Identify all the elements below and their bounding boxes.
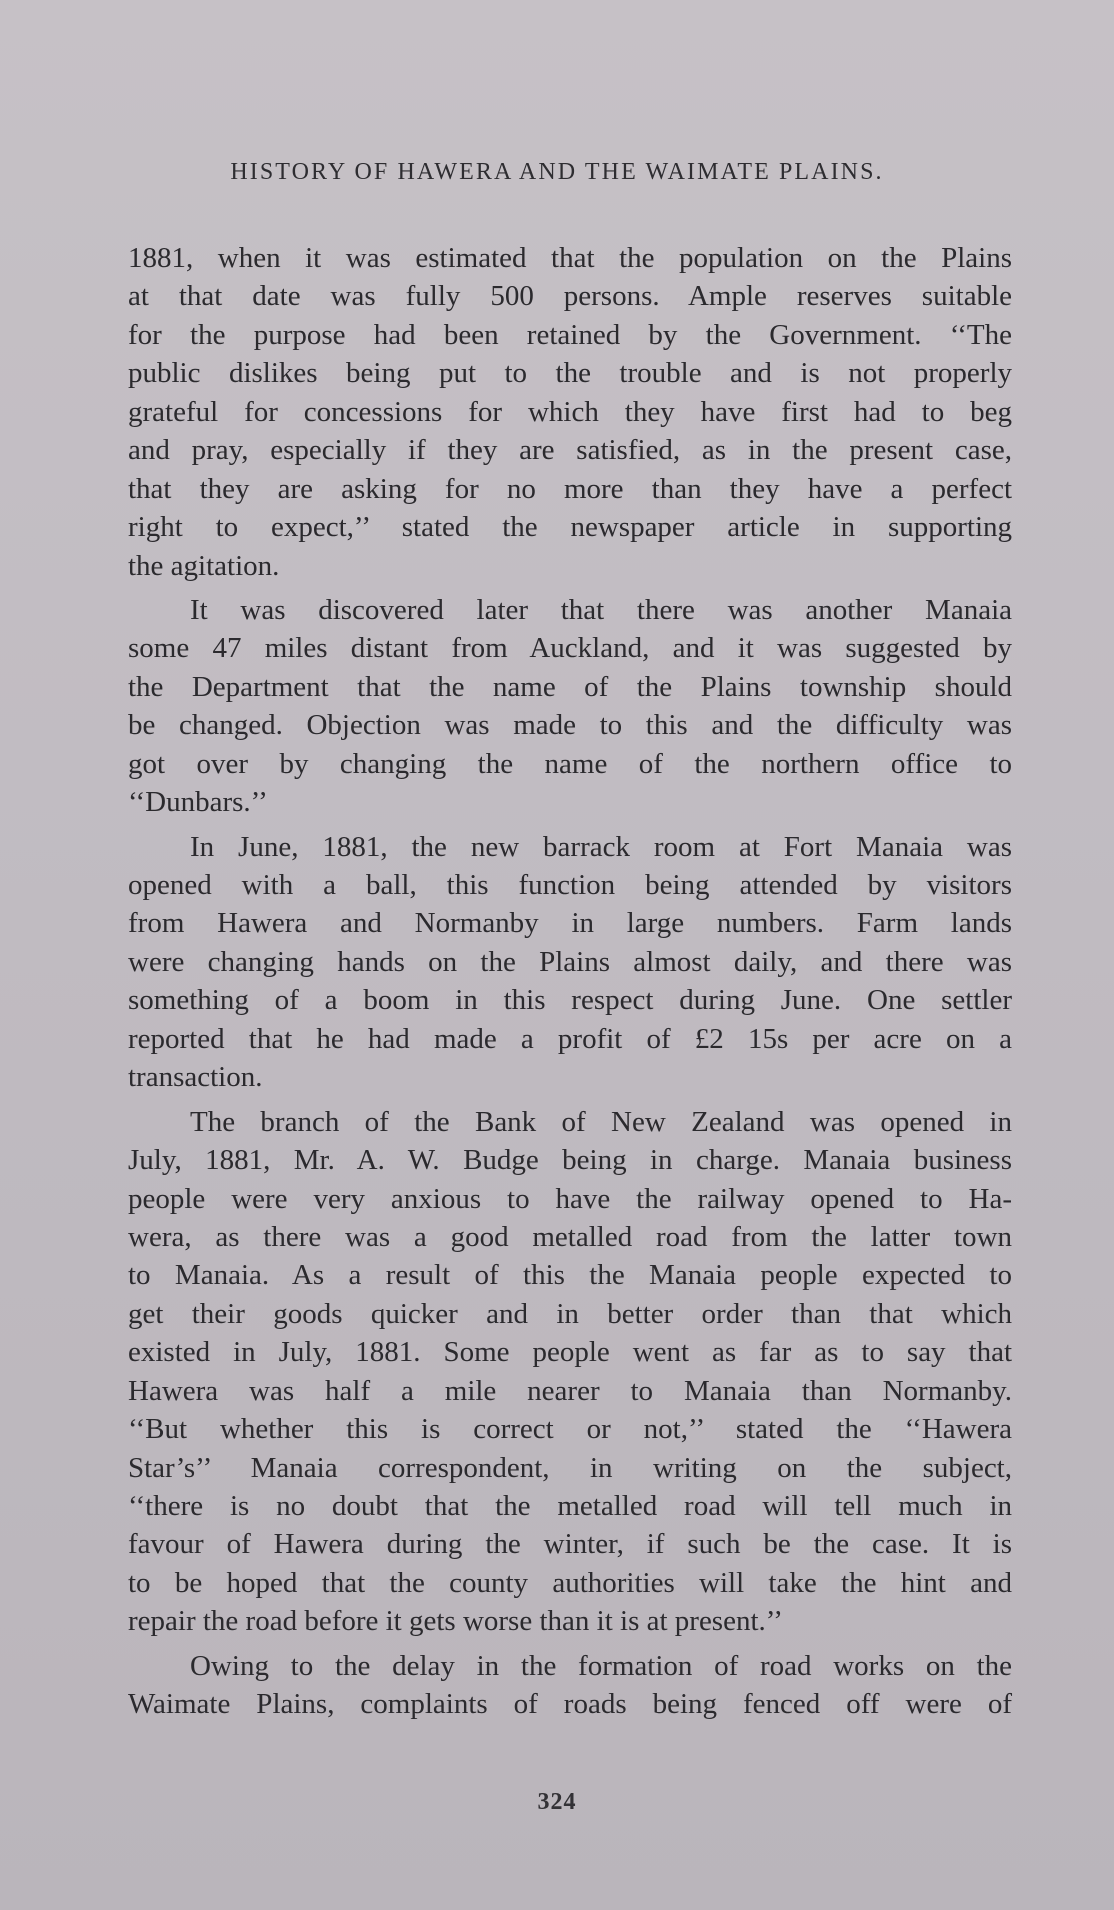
page-number: 324 bbox=[537, 1789, 577, 1815]
text-line: Star’s’’ Manaia correspondent, in writing on the subject, bbox=[128, 1451, 1012, 1484]
text-line: for the purpose had been retained by the Government. ‘‘The bbox=[128, 318, 1012, 351]
text-line: got over by changing the name of the northern office to bbox=[128, 747, 1012, 780]
text-line: something of a boom in this respect during June. One settler bbox=[128, 984, 1012, 1017]
paragraph-1 bbox=[128, 239, 1012, 585]
text-line: transaction. bbox=[128, 1061, 263, 1094]
text-line: and pray, especially if they are satisfied, as in the present case, bbox=[128, 434, 1012, 467]
paragraph-4 bbox=[128, 1103, 1012, 1641]
text-line: July, 1881, Mr. A. W. Budge being in charge. Manaia business bbox=[128, 1144, 1012, 1177]
text-line: right to expect,’’ stated the newspaper article in supporting bbox=[128, 511, 1012, 544]
text-line: reported that he had made a profit of £2 15s per acre on a bbox=[128, 1022, 1012, 1055]
text-line: Hawera was half a mile nearer to Manaia than Normanby. bbox=[128, 1374, 1012, 1407]
body-text bbox=[128, 239, 1012, 1724]
text-line: In June, 1881, the new barrack room at Fort Manaia was bbox=[190, 830, 1012, 863]
paragraph-5 bbox=[128, 1647, 1012, 1724]
text-line: get their goods quicker and in better order than that which bbox=[128, 1297, 1012, 1330]
paragraph-2 bbox=[128, 591, 1012, 822]
text-line: were changing hands on the Plains almost daily, and there was bbox=[128, 945, 1012, 978]
text-line: at that date was fully 500 persons. Ample reserves suitable bbox=[128, 280, 1012, 313]
text-line: people were very anxious to have the railway opened to Ha- bbox=[128, 1182, 1012, 1215]
text-line: to Manaia. As a result of this the Manaia people expected to bbox=[128, 1259, 1012, 1292]
text-line: the agitation. bbox=[128, 549, 280, 582]
text-line: public dislikes being put to the trouble and is not properly bbox=[128, 357, 1012, 390]
text-line: wera, as there was a good metalled road from the latter town bbox=[128, 1220, 1012, 1253]
paragraph-3 bbox=[128, 828, 1012, 1097]
text-line: repair the road before it gets worse than it is at present.’’ bbox=[128, 1605, 783, 1638]
text-line: to be hoped that the county authorities will take the hint and bbox=[128, 1566, 1012, 1599]
text-line: ‘‘there is no doubt that the metalled road will tell much in bbox=[128, 1490, 1012, 1522]
text-line: grateful for concessions for which they have first had to beg bbox=[128, 395, 1012, 428]
text-line: some 47 miles distant from Auckland, and it was suggested by bbox=[128, 632, 1012, 665]
text-line: favour of Hawera during the winter, if such be the case. It is bbox=[128, 1528, 1012, 1561]
text-line: from Hawera and Normanby in large numbers. Farm lands bbox=[128, 907, 1012, 940]
text-line: be changed. Objection was made to this and the difficulty was bbox=[128, 709, 1012, 742]
text-line: Waimate Plains, complaints of roads being fenced off were of bbox=[128, 1688, 1012, 1721]
text-line: The branch of the Bank of New Zealand was opened in bbox=[190, 1105, 1012, 1138]
text-line: ‘‘But whether this is correct or not,’’ stated the ‘‘Hawera bbox=[128, 1413, 1012, 1446]
text-line: opened with a ball, this function being attended by visitors bbox=[128, 869, 1012, 901]
text-line: ‘‘Dunbars.’’ bbox=[128, 786, 268, 819]
text-line: It was discovered later that there was another Manaia bbox=[190, 593, 1012, 626]
text-line: 1881, when it was estimated that the population on the Plains bbox=[128, 242, 1012, 274]
text-line: that they are asking for no more than they have a perfect bbox=[128, 472, 1012, 505]
running-head: HISTORY OF HAWERA AND THE WAIMATE PLAINS. bbox=[230, 159, 884, 185]
text-line: existed in July, 1881. Some people went as far as to say that bbox=[128, 1336, 1012, 1369]
text-line: Owing to the delay in the formation of road works on the bbox=[190, 1649, 1012, 1682]
text-line: the Department that the name of the Plains township should bbox=[128, 670, 1012, 703]
